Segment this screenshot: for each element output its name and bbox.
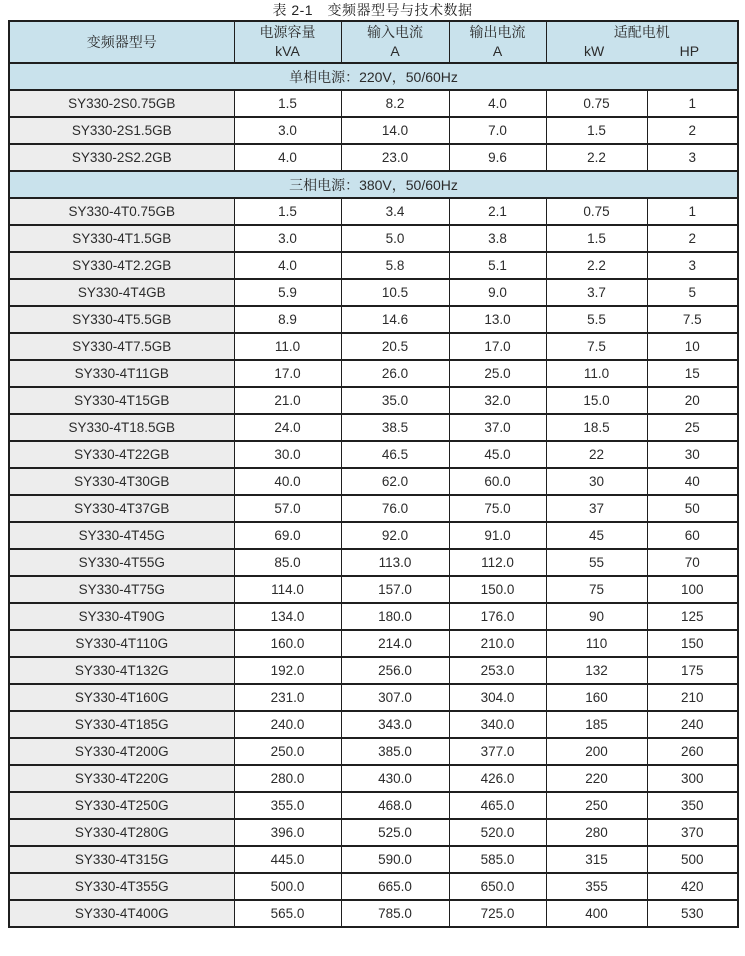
model-cell: SY330-2S1.5GB bbox=[9, 117, 234, 144]
value-cell: 530 bbox=[647, 900, 738, 927]
value-cell: 176.0 bbox=[449, 603, 546, 630]
value-cell: 55 bbox=[546, 549, 647, 576]
table-caption: 表 2-1 变频器型号与技术数据 bbox=[272, 2, 473, 18]
value-cell: 1.5 bbox=[234, 198, 341, 225]
model-cell: SY330-4T0.75GB bbox=[9, 198, 234, 225]
value-cell: 26.0 bbox=[341, 360, 449, 387]
value-cell: 1.5 bbox=[234, 90, 341, 117]
column-header-input-current-label: 输入电流 bbox=[367, 24, 423, 40]
table-row bbox=[9, 387, 738, 414]
table-row bbox=[9, 225, 738, 252]
table-row bbox=[9, 684, 738, 711]
column-header-motor-hp-unit: HP bbox=[679, 43, 700, 59]
value-cell: 15.0 bbox=[546, 387, 647, 414]
model-cell: SY330-4T400G bbox=[9, 900, 234, 927]
value-cell: 157.0 bbox=[341, 576, 449, 603]
value-cell: 355 bbox=[546, 873, 647, 900]
value-cell: 25.0 bbox=[449, 360, 546, 387]
value-cell: 20 bbox=[647, 387, 738, 414]
value-cell: 340.0 bbox=[449, 711, 546, 738]
value-cell: 280 bbox=[546, 819, 647, 846]
value-cell: 110 bbox=[546, 630, 647, 657]
value-cell: 250.0 bbox=[234, 738, 341, 765]
value-cell: 2.1 bbox=[449, 198, 546, 225]
table-row bbox=[9, 333, 738, 360]
value-cell: 210.0 bbox=[449, 630, 546, 657]
model-cell: SY330-4T355G bbox=[9, 873, 234, 900]
table-row bbox=[9, 603, 738, 630]
value-cell: 76.0 bbox=[341, 495, 449, 522]
table-row bbox=[9, 819, 738, 846]
value-cell: 37 bbox=[546, 495, 647, 522]
model-cell: SY330-4T4GB bbox=[9, 279, 234, 306]
value-cell: 5.0 bbox=[341, 225, 449, 252]
value-cell: 2.2 bbox=[546, 252, 647, 279]
value-cell: 0.75 bbox=[546, 198, 647, 225]
column-header-output-current-label: 输出电流 bbox=[469, 24, 526, 40]
value-cell: 30 bbox=[647, 441, 738, 468]
value-cell: 500.0 bbox=[234, 873, 341, 900]
model-cell: SY330-4T200G bbox=[9, 738, 234, 765]
table-row bbox=[9, 360, 738, 387]
table-row bbox=[9, 198, 738, 225]
table-row bbox=[9, 792, 738, 819]
value-cell: 5.9 bbox=[234, 279, 341, 306]
table-row bbox=[9, 441, 738, 468]
value-cell: 20.5 bbox=[341, 333, 449, 360]
value-cell: 8.2 bbox=[341, 90, 449, 117]
value-cell: 2 bbox=[647, 117, 738, 144]
value-cell: 22 bbox=[546, 441, 647, 468]
value-cell: 45 bbox=[546, 522, 647, 549]
value-cell: 38.5 bbox=[341, 414, 449, 441]
value-cell: 14.0 bbox=[341, 117, 449, 144]
value-cell: 70 bbox=[647, 549, 738, 576]
value-cell: 5.1 bbox=[449, 252, 546, 279]
value-cell: 5.5 bbox=[546, 306, 647, 333]
value-cell: 160.0 bbox=[234, 630, 341, 657]
value-cell: 8.9 bbox=[234, 306, 341, 333]
model-cell: SY330-4T37GB bbox=[9, 495, 234, 522]
value-cell: 1 bbox=[647, 90, 738, 117]
column-header-input-current-unit: A bbox=[390, 43, 400, 59]
model-cell: SY330-4T55G bbox=[9, 549, 234, 576]
model-cell: SY330-4T7.5GB bbox=[9, 333, 234, 360]
model-cell: SY330-4T185G bbox=[9, 711, 234, 738]
value-cell: 256.0 bbox=[341, 657, 449, 684]
value-cell: 260 bbox=[647, 738, 738, 765]
value-cell: 13.0 bbox=[449, 306, 546, 333]
value-cell: 132 bbox=[546, 657, 647, 684]
table-row bbox=[9, 252, 738, 279]
model-cell: SY330-4T11GB bbox=[9, 360, 234, 387]
value-cell: 40.0 bbox=[234, 468, 341, 495]
value-cell: 1.5 bbox=[546, 117, 647, 144]
value-cell: 585.0 bbox=[449, 846, 546, 873]
value-cell: 350 bbox=[647, 792, 738, 819]
table-row bbox=[9, 576, 738, 603]
value-cell: 10 bbox=[647, 333, 738, 360]
table-row bbox=[9, 630, 738, 657]
value-cell: 37.0 bbox=[449, 414, 546, 441]
model-cell: SY330-4T30GB bbox=[9, 468, 234, 495]
value-cell: 5 bbox=[647, 279, 738, 306]
value-cell: 150 bbox=[647, 630, 738, 657]
value-cell: 100 bbox=[647, 576, 738, 603]
value-cell: 75.0 bbox=[449, 495, 546, 522]
value-cell: 10.5 bbox=[341, 279, 449, 306]
column-header-model-label: 变频器型号 bbox=[86, 33, 157, 50]
value-cell: 426.0 bbox=[449, 765, 546, 792]
value-cell: 17.0 bbox=[234, 360, 341, 387]
value-cell: 4.0 bbox=[234, 252, 341, 279]
value-cell: 307.0 bbox=[341, 684, 449, 711]
column-header-motor-kw-unit: kW bbox=[584, 43, 605, 59]
value-cell: 420 bbox=[647, 873, 738, 900]
value-cell: 220 bbox=[546, 765, 647, 792]
table-row bbox=[9, 873, 738, 900]
model-cell: SY330-4T45G bbox=[9, 522, 234, 549]
value-cell: 45.0 bbox=[449, 441, 546, 468]
column-header-motor bbox=[546, 21, 738, 63]
value-cell: 75 bbox=[546, 576, 647, 603]
value-cell: 231.0 bbox=[234, 684, 341, 711]
value-cell: 69.0 bbox=[234, 522, 341, 549]
model-cell: SY330-4T110G bbox=[9, 630, 234, 657]
column-header-motor-label: 适配电机 bbox=[613, 24, 670, 40]
column-header-input-current bbox=[341, 21, 449, 63]
value-cell: 113.0 bbox=[341, 549, 449, 576]
value-cell: 1.5 bbox=[546, 225, 647, 252]
value-cell: 3.4 bbox=[341, 198, 449, 225]
value-cell: 17.0 bbox=[449, 333, 546, 360]
value-cell: 525.0 bbox=[341, 819, 449, 846]
value-cell: 40 bbox=[647, 468, 738, 495]
table-row bbox=[9, 468, 738, 495]
value-cell: 50 bbox=[647, 495, 738, 522]
value-cell: 370 bbox=[647, 819, 738, 846]
value-cell: 62.0 bbox=[341, 468, 449, 495]
model-cell: SY330-4T220G bbox=[9, 765, 234, 792]
value-cell: 1 bbox=[647, 198, 738, 225]
value-cell: 91.0 bbox=[449, 522, 546, 549]
value-cell: 23.0 bbox=[341, 144, 449, 171]
column-header-capacity-unit: kVA bbox=[275, 43, 300, 59]
value-cell: 11.0 bbox=[234, 333, 341, 360]
value-cell: 92.0 bbox=[341, 522, 449, 549]
model-cell: SY330-2S2.2GB bbox=[9, 144, 234, 171]
value-cell: 665.0 bbox=[341, 873, 449, 900]
value-cell: 7.0 bbox=[449, 117, 546, 144]
value-cell: 30.0 bbox=[234, 441, 341, 468]
table-row bbox=[9, 495, 738, 522]
value-cell: 160 bbox=[546, 684, 647, 711]
model-cell: SY330-4T15GB bbox=[9, 387, 234, 414]
column-header-output-current bbox=[449, 21, 546, 63]
table-row bbox=[9, 90, 738, 117]
value-cell: 185 bbox=[546, 711, 647, 738]
value-cell: 30 bbox=[546, 468, 647, 495]
value-cell: 134.0 bbox=[234, 603, 341, 630]
value-cell: 4.0 bbox=[449, 90, 546, 117]
value-cell: 500 bbox=[647, 846, 738, 873]
value-cell: 90 bbox=[546, 603, 647, 630]
value-cell: 3.0 bbox=[234, 225, 341, 252]
value-cell: 150.0 bbox=[449, 576, 546, 603]
value-cell: 46.5 bbox=[341, 441, 449, 468]
value-cell: 125 bbox=[647, 603, 738, 630]
model-cell: SY330-4T2.2GB bbox=[9, 252, 234, 279]
value-cell: 240 bbox=[647, 711, 738, 738]
value-cell: 2.2 bbox=[546, 144, 647, 171]
value-cell: 250 bbox=[546, 792, 647, 819]
model-cell: SY330-4T5.5GB bbox=[9, 306, 234, 333]
table-row bbox=[9, 900, 738, 927]
value-cell: 304.0 bbox=[449, 684, 546, 711]
table-row bbox=[9, 765, 738, 792]
inverter-spec-table bbox=[8, 20, 739, 928]
model-cell: SY330-4T250G bbox=[9, 792, 234, 819]
table-row bbox=[9, 117, 738, 144]
value-cell: 9.6 bbox=[449, 144, 546, 171]
value-cell: 3.0 bbox=[234, 117, 341, 144]
value-cell: 210 bbox=[647, 684, 738, 711]
model-cell: SY330-2S0.75GB bbox=[9, 90, 234, 117]
value-cell: 214.0 bbox=[341, 630, 449, 657]
table-row bbox=[9, 846, 738, 873]
value-cell: 343.0 bbox=[341, 711, 449, 738]
model-cell: SY330-4T18.5GB bbox=[9, 414, 234, 441]
model-cell: SY330-4T90G bbox=[9, 603, 234, 630]
column-header-model bbox=[9, 21, 234, 63]
value-cell: 465.0 bbox=[449, 792, 546, 819]
value-cell: 25 bbox=[647, 414, 738, 441]
model-cell: SY330-4T22GB bbox=[9, 441, 234, 468]
table-row bbox=[9, 711, 738, 738]
value-cell: 24.0 bbox=[234, 414, 341, 441]
section-row bbox=[9, 63, 738, 90]
value-cell: 300 bbox=[647, 765, 738, 792]
value-cell: 445.0 bbox=[234, 846, 341, 873]
value-cell: 15 bbox=[647, 360, 738, 387]
value-cell: 7.5 bbox=[546, 333, 647, 360]
value-cell: 377.0 bbox=[449, 738, 546, 765]
header-row bbox=[9, 21, 738, 63]
value-cell: 112.0 bbox=[449, 549, 546, 576]
value-cell: 355.0 bbox=[234, 792, 341, 819]
value-cell: 385.0 bbox=[341, 738, 449, 765]
value-cell: 85.0 bbox=[234, 549, 341, 576]
value-cell: 725.0 bbox=[449, 900, 546, 927]
value-cell: 315 bbox=[546, 846, 647, 873]
value-cell: 396.0 bbox=[234, 819, 341, 846]
value-cell: 3.7 bbox=[546, 279, 647, 306]
value-cell: 175 bbox=[647, 657, 738, 684]
value-cell: 60 bbox=[647, 522, 738, 549]
section-row bbox=[9, 171, 738, 198]
value-cell: 5.8 bbox=[341, 252, 449, 279]
table-row bbox=[9, 279, 738, 306]
value-cell: 400 bbox=[546, 900, 647, 927]
value-cell: 9.0 bbox=[449, 279, 546, 306]
value-cell: 520.0 bbox=[449, 819, 546, 846]
model-cell: SY330-4T160G bbox=[9, 684, 234, 711]
value-cell: 2 bbox=[647, 225, 738, 252]
value-cell: 430.0 bbox=[341, 765, 449, 792]
section-header: 单相电源：220V，50/60Hz bbox=[9, 63, 738, 90]
model-cell: SY330-4T1.5GB bbox=[9, 225, 234, 252]
value-cell: 650.0 bbox=[449, 873, 546, 900]
value-cell: 14.6 bbox=[341, 306, 449, 333]
value-cell: 32.0 bbox=[449, 387, 546, 414]
model-cell: SY330-4T280G bbox=[9, 819, 234, 846]
value-cell: 18.5 bbox=[546, 414, 647, 441]
model-cell: SY330-4T315G bbox=[9, 846, 234, 873]
value-cell: 240.0 bbox=[234, 711, 341, 738]
value-cell: 60.0 bbox=[449, 468, 546, 495]
column-header-capacity-label: 电源容量 bbox=[259, 24, 316, 40]
value-cell: 35.0 bbox=[341, 387, 449, 414]
value-cell: 180.0 bbox=[341, 603, 449, 630]
value-cell: 4.0 bbox=[234, 144, 341, 171]
value-cell: 57.0 bbox=[234, 495, 341, 522]
table-row bbox=[9, 522, 738, 549]
table-row bbox=[9, 549, 738, 576]
value-cell: 11.0 bbox=[546, 360, 647, 387]
value-cell: 21.0 bbox=[234, 387, 341, 414]
value-cell: 785.0 bbox=[341, 900, 449, 927]
value-cell: 3 bbox=[647, 144, 738, 171]
table-row bbox=[9, 657, 738, 684]
value-cell: 590.0 bbox=[341, 846, 449, 873]
value-cell: 253.0 bbox=[449, 657, 546, 684]
model-cell: SY330-4T75G bbox=[9, 576, 234, 603]
section-header: 三相电源：380V，50/60Hz bbox=[9, 171, 738, 198]
table-row bbox=[9, 414, 738, 441]
value-cell: 280.0 bbox=[234, 765, 341, 792]
model-cell: SY330-4T132G bbox=[9, 657, 234, 684]
value-cell: 468.0 bbox=[341, 792, 449, 819]
value-cell: 7.5 bbox=[647, 306, 738, 333]
value-cell: 0.75 bbox=[546, 90, 647, 117]
value-cell: 114.0 bbox=[234, 576, 341, 603]
value-cell: 3.8 bbox=[449, 225, 546, 252]
table-row bbox=[9, 144, 738, 171]
table-row bbox=[9, 306, 738, 333]
table-row bbox=[9, 738, 738, 765]
column-header-capacity bbox=[234, 21, 341, 63]
value-cell: 3 bbox=[647, 252, 738, 279]
value-cell: 200 bbox=[546, 738, 647, 765]
column-header-output-current-unit: A bbox=[492, 43, 503, 59]
value-cell: 565.0 bbox=[234, 900, 341, 927]
value-cell: 192.0 bbox=[234, 657, 341, 684]
